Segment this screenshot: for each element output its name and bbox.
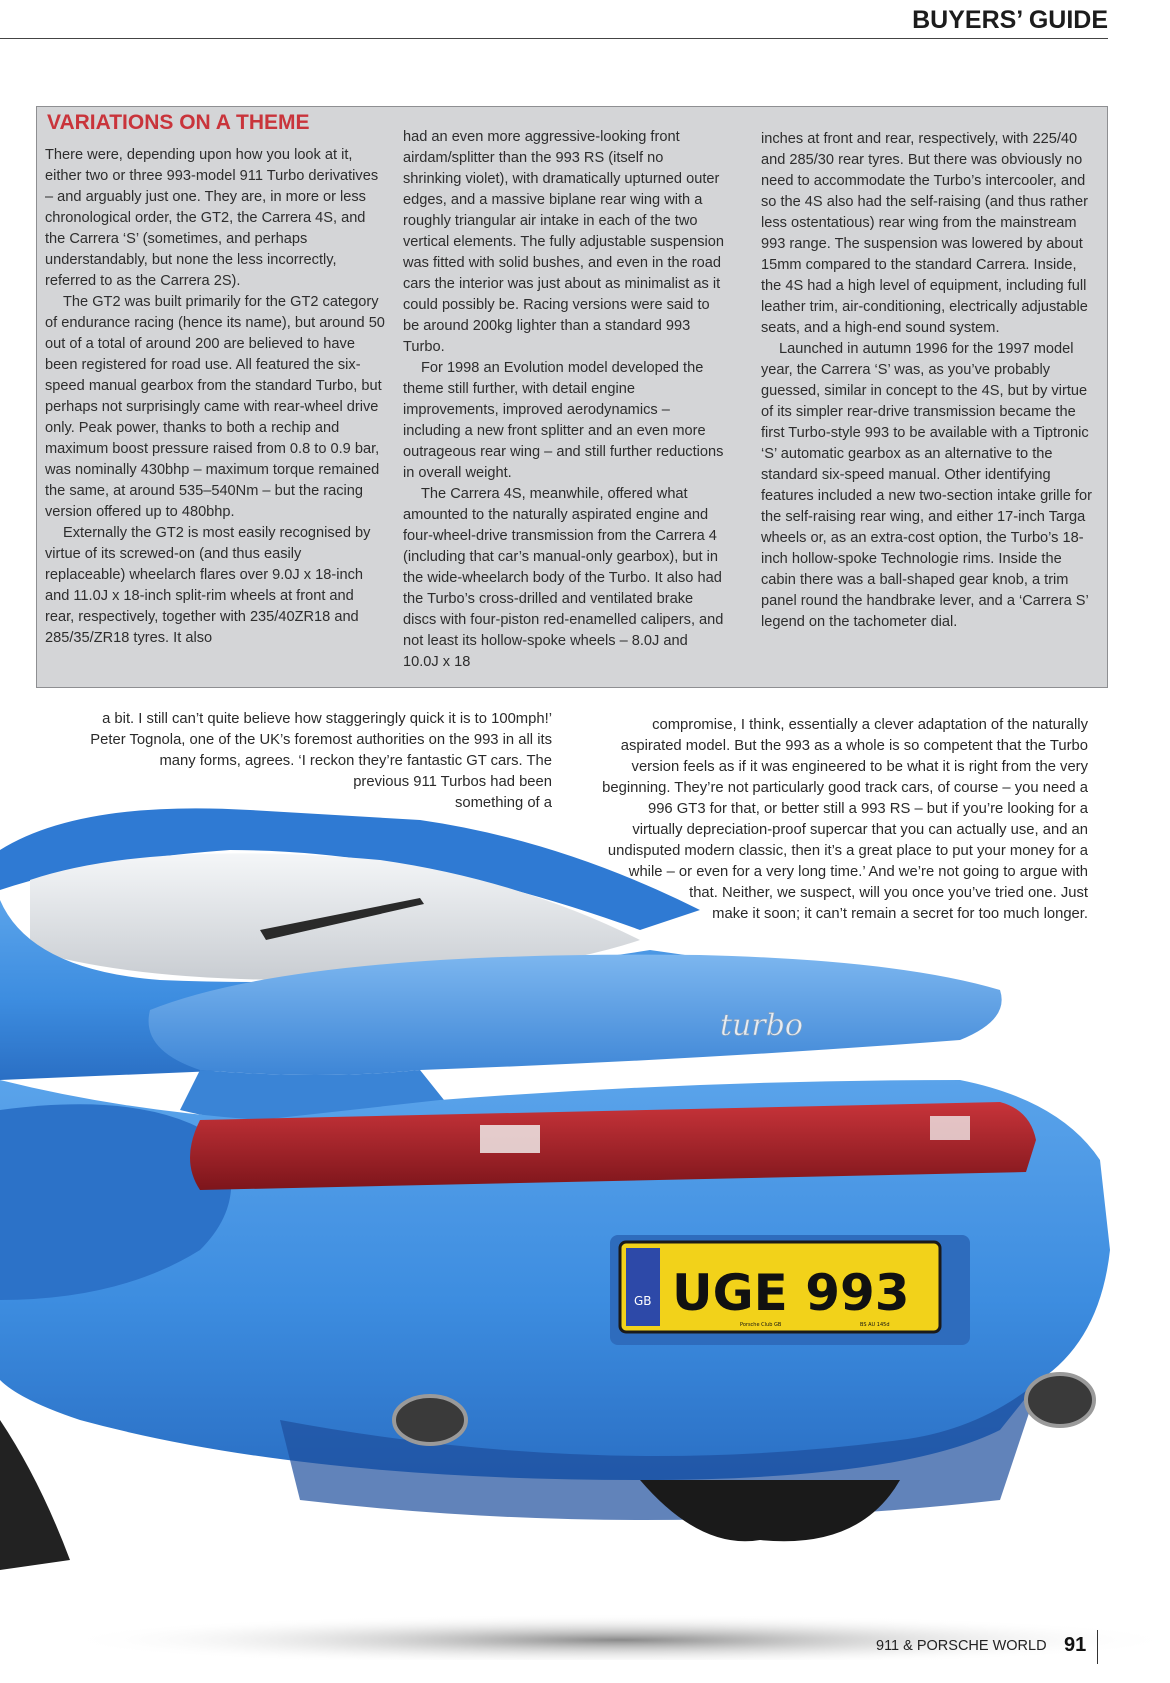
page-number: 91 [1064,1634,1087,1656]
paragraph: The GT2 was built primarily for the GT2 category of endurance racing (hence its name), but around 50 out of a total of around 200 are believed to have been registered for road use. All featured the six-speed manual gearbox from the standard Turbo, but perhaps not surprisingly came with rear-wheel drive only. Peak power, thanks to both a rechip and maximum boost pressure raised from 0.8 to 0.9 bar, was nominally 430bhp – maximum torque remained the same, at around 535–540Nm – but the racing version offered up to 480bhp. [45,294,385,520]
paragraph: Launched in autumn 1996 for the 1997 model year, the Carrera ‘S’ was, as you’ve probably guessed, similar in concept to the 4S, but by virtue of its simpler rear-drive transmission became the first Turbo-style 993 to be available with a Tiptronic ‘S’ automatic gearbox as an alternative to the standard six-speed manual. Other identifying features included a new two-section intake grille for the self-raising rear wing, and either 17-inch Targa wheels or, as an extra-cost option, the Turbo’s 18-inch hollow-spoke Technologie rims. Inside the cabin there was a ball-shaped gear knob, a trim panel round the handbrake lever, and a ‘Carrera S’ legend on the tachometer dial. [761,341,1092,630]
section-label: BUYERS’ GUIDE [912,6,1108,34]
text-line: compromise, I think, essentially a clever adaptation of the naturally [652,717,1088,733]
paragraph: The Carrera 4S, meanwhile, offered what amounted to the naturally aspirated engine and four-wheel-drive transmission from the Carrera 4 (including that car’s manual-only gearbox), but in the wide-wheelarch body of the Turbo. It also had the Turbo’s cross-drilled and ventilated brake discs with four-piston red-enamelled calipers, and not least its hollow-spoke wheels – 8.0J and 10.0J x 18 [403,486,724,670]
svg-text:Porsche Club GB: Porsche Club GB [740,1322,782,1328]
magazine-title: 911 & PORSCHE WORLD [876,1638,1047,1654]
sidebar-heading: VARIATIONS ON A THEME [47,111,310,134]
svg-text:GB: GB [634,1294,652,1308]
text-line: Peter Tognola, one of the UK’s foremost authorities on the 993 in all its [90,732,552,748]
text-line: previous 911 Turbos had been [353,774,552,790]
text-line: make it soon; it can’t remain a secret for too much longer. [712,906,1088,922]
sidebar-box [36,106,1108,688]
text-line: while – or even for a very long time.’ And we’re not going to argue with [628,864,1088,880]
footer-rule [1097,1630,1098,1664]
sidebar-column-2 [403,127,725,673]
text-line: a bit. I still can’t quite believe how staggeringly quick it is to 100mph!’ [102,711,552,727]
article-text-left [0,709,552,814]
text-line: beginning. They’re not particularly good track cars, of course – you need a [602,780,1088,796]
article-text-right [578,715,1088,925]
svg-text:BS AU 145d: BS AU 145d [860,1322,890,1328]
paragraph: For 1998 an Evolution model developed the theme still further, with detail engine improvements, improved aerodynamics – including a new front splitter and an even more outrageous rear wing – and still further reductions in overall weight. [403,360,724,481]
sidebar-column-3 [761,129,1097,633]
text-line: aspirated model. But the 993 as a whole is so competent that the Turbo [620,738,1088,754]
text-line: version feels as if it was engineered to be what it is right from the very [631,759,1088,775]
text-line: undisputed modern classic, then it’s a great place to put your money for a [607,843,1088,859]
paragraph: There were, depending upon how you look at it, either two or three 993-model 911 Turbo derivatives – and arguably just one. They are, in more or less chronological order, the GT2, the Carrera 4S, and the Carrera ‘S’ (sometimes, and perhaps understandably, but none the less incorrectly, referred to as the Carrera 2S). [45,147,379,289]
text-line: many forms, agrees. ‘I reckon they’re fantastic GT cars. The [159,753,552,769]
paragraph: had an even more aggressive-looking front airdam/splitter than the 993 RS (itself no shrinking violet), with dramatically upturned outer edges, and a massive biplane rear wing with a roughly triangular air intake in each of the two vertical elements. The fully adjustable suspension was fitted with solid bushes, and even in the road cars the interior was just about as minimalist as it could possibly be. Racing versions were said to be around 200kg lighter than a standard 993 Turbo. [403,129,724,355]
text-line: virtually depreciation-proof supercar that you can actually use, and an [632,822,1088,838]
text-line: 996 GT3 for that, or better still a 993 RS – but if you’re looking for a [647,801,1088,817]
text-line: that. Neither, we suspect, will you once you’ve tried one. Just [689,885,1088,901]
page-footer [876,1634,1096,1660]
number-plate [620,1242,940,1332]
text-line: something of a [454,795,552,811]
header-rule [0,38,1108,39]
turbo-badge: turbo [720,1008,803,1043]
svg-text:UGE 993: UGE 993 [672,1264,910,1322]
paragraph: inches at front and rear, respectively, with 225/40 and 285/30 rear tyres. But there was obviously no need to accommodate the Turbo’s intercooler, and so the 4S also had the self-raising (and thus rather less ostentatious) rear wing from the mainstream 993 range. The suspension was lowered by about 15mm compared to the standard Carrera. Inside, the 4S had a high level of equipment, including full leather trim, air-conditioning, electrically adjustable seats, and a high-end sound system. [761,131,1088,336]
paragraph: Externally the GT2 is most easily recognised by virtue of its screwed-on (and thus easily replaceable) wheelarch flares over 9.0J x 18-inch and 11.0J x 18-inch split-rim wheels at front and rear, respectively, together with 235/40ZR18 and 285/35/ZR18 tyres. It also [45,525,371,646]
sidebar-column-1 [45,145,385,649]
